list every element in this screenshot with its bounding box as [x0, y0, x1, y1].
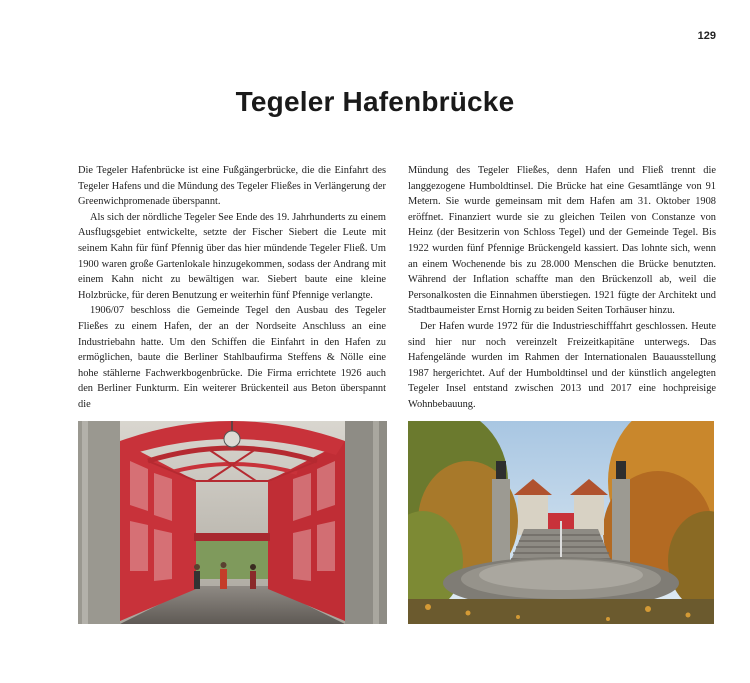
paragraph: Die Tegeler Hafenbrücke ist eine Fußgängerbrücke, die die Einfahrt des Tegeler Hafens und die Mündung des Tegeler Fließes in Verlängerung der Greenwichpromenade überspannt.	[78, 165, 386, 208]
text-column-right	[408, 163, 716, 413]
bridge-photo-right	[408, 421, 714, 624]
paragraph: Der Hafen wurde 1972 für die Industrieschifffahrt geschlossen. Heute sind hier nur noch vereinzelt Freizeitkapitäne unterwegs. Das Hafengelände wurden im Rahmen der Internationalen Bauausstellung 1987 hergerichtet. Auf der Humboldtinsel und der künstlich angelegten Tegeler Insel entstand zwischen 2013 und 2017 eine hochpreisige Wohnbebauung.	[408, 320, 716, 410]
page-title: Tegeler Hafenbrücke	[235, 86, 515, 117]
bridge-staircase-autumn-photo	[408, 421, 714, 624]
paragraph: 1906/07 beschloss die Gemeinde Tegel den Ausbau des Tegeler Fließes zu einem Hafen, der an der Nordseite Anschluss an eine Industriebahn hatte. Um den Schiffen die Einfahrt in den Hafen zu ermöglichen, baute die Berliner Stahlbaufirma Steffens & Nölle eine hohe stählerne Fachwerkbogenbrücke. Die Firma errichtete 1926 auch den Berliner Funkturm. Ein weiterer Brückenteil aus Beton überspannt die	[78, 305, 386, 410]
page-number: 129	[697, 30, 716, 42]
paragraph: Als sich der nördliche Tegeler See Ende des 19. Jahrhunderts zu einem Ausflugsgebiet entwickelte, setzte der Fischer Siebert die Leute mit seinem Kahn für fünf Pfennig über das hier mündende Tegeler Fließ. Um 1900 waren große Gartenlokale hinzugekommen, sodass der Andrang mit einem Kahn nicht zu bewältigen war. Siebert baute eine kleine Holzbrücke, für deren Benutzung er weiterhin fünf Pfennige verlangte.	[78, 211, 386, 301]
bridge-photo-left	[78, 421, 387, 624]
text-column-left	[78, 163, 386, 413]
paragraph: Mündung des Tegeler Fließes, denn Hafen und Fließ trennt die langgezogene Humboldtinsel. Die Brücke hat eine Gesamtlänge von 91 Metern. Sie wurde gemeinsam mit dem Hafen am 31. Oktober 1908 eröffnet. Finanziert wurde sie zu gleichen Teilen von Constanze von Heinz (der Besitzerin von Schloss Tegel) und der Gemeinde Tegel. Bis 1922 wurden fünf Pfennige Brückengeld kassiert. Das lohnte sich, wenn an einem Wochenende bis zu 28.000 Menschen die Brücke benutzten. Während der Inflation schaffte man den Brückenzoll ab, weil die Personalkosten die Einnahmen überstiegen. 1921 fügte der Architekt und Stadtbaumeister Ernst Hornig zu beiden Seiten Torhäuser hinzu.	[408, 165, 716, 317]
red-steel-truss-bridge-photo	[78, 421, 387, 624]
